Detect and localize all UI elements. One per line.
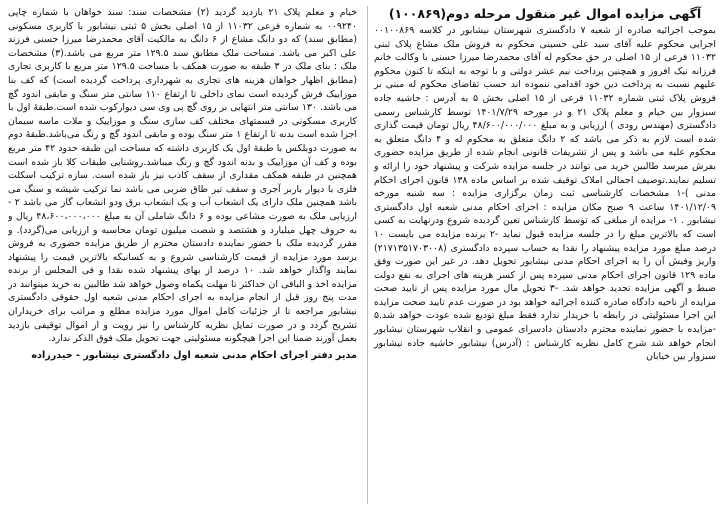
notice-left-column xyxy=(8,6,357,504)
notice-body-part-2: خیام و معلم پلاک ۲۱ بازدید گردید (۲) مشخصات سند: سند خواهان با شماره چاپی ۰۰۹۲۴۰ به شماره فرعی ۱۱۰۳۲ از ۱۵ اصلی بخش ۵ ثبتی نیشابور با کاربری مسکونی (مطابق سند) که دو دانگ مشاع از ۶ دانگ به مالکیت آقای محمدرضا میرزا حسنی فرزند علی اکبر می باشد. مساحت ملک مطابق سند ۱۲۹.۵ متر مربع می باشد.(۳) مشخصات ملک : بنای ملک در ۳ طبقه به صورت همکف با مساحت ۱۲۹.۵ متر مربع با کاربری تجاری (مطابق اظهار خواهان هزینه های تجاری به شهرداری پرداخت گردیده است) که کف بنا موزاییک فرش گردیده است نمای داخلی تا ارتفاع ۱۱۰ سانتی متر سنگ و مابقی اندود گچ می باشد. ۱۳۰ سانتی متر انتهایی بر روی گچ پی وی سی دیوارکوب شده است.طبقهٔ اول با کاربری مسکونی در قسمتهای مختلف کف سازی سنگ و موزاییک و ملات ماسه سیمان اجرا شده است بدنه تا ارتفاع ۱ متر سنگ بوده و مابقی اندود گچ و رنگ می‌باشد.طبقهٔ دوم به صورت دوبلکس با طبقهٔ اول یک کاربری داشته که مساحت این طبقه حدود ۴۲ متر مربع بوده و کف آن موزاییک و بدنه اندود گچ و رنگ میباشد.روشنایی طبقات کلا باز شده است همچنین در طبقه همکف مقداری از سقف کاذب نیز باز شده است. سازه ترکیب اسکلت فلزی با دیوار باربر آجری و سقف تیر طاق ضربی می باشد نما ترکیب شیشه و سنگ می باشد همچنین ملک دارای یک انشعاب آب و یک انشعاب برق ودو انشعاب گاز می باشد ۲ - ارزیابی ملک به صورت مشاعی بوده و ۶ دانگ شاملی آن به مبلغ ۴۸،۶۰۰،۰۰۰،۰۰۰ ریال و به حروف چهل میلیارد و هشتصد و شصت میلیون تومان محاسبه و ارزیابی می(گردد). و مقرر گردیده ملک با حضور نماینده دادستان محترم از طریق مزایده حضوری به فروش برسد مورد مزایده از قیمت کارشناسی شروع و به کسانیکه بالاترین قیمت را پیشنهاد نمایند واگذار خواهد شد. ۱۰ درصد از بهای پیشنهاد شده نقدا و فی المجلس از برنده مزایده اخذ و الباقی ان حداکثر تا مهلت یکماه وصول خواهد شد طالبین به خرید میتوانند در مدت پنج روز قبل از انجام مزایده به اجرای احکام مدنی شعبه اول حقوقی دادگستری نیشابور مراجعه تا از جزئیات کامل اموال مورد مزایده مطلع و مراتب برای خریداران تشریح گردد و در صورت تمایل نظریه کارشناس را نیز رویت و از اموال توقیفی بازدید بعمل آورند ضمنا این اجرا هیچگونه مسئولیتی جهت تحویل ملک فوق الذکر ندارد. xyxy=(8,7,357,345)
notice-right-column xyxy=(367,6,716,504)
notice-title: آگهی مزایده اموال غیر منقول مرحله دوم(۱۰۰۸۶۹) xyxy=(388,6,702,21)
notice-signature: مدیر دفتر اجرای احکام مدنی شعبه اول دادگستری نیشابور - حیدرزاده xyxy=(31,349,357,361)
notice-body-part-1: بموجب اجرائیه صادره از شعبه ۷ دادگستری شهرستان نیشابور در کلاسه ۰۰۱۰۰۸۶۹ اجرایی محکوم علیه آقای سید علی حسینی محکوم به فروش ملک مشاع پلاک ثبتی ۱۱۰۳۲ فرعی از ۱۵ اصلی در حق محکوم له آقای محمدرضا میرزا حسنی با وکالت خانم فرزانه نیک افروز و همچنین پرداخت نیم عشر دولتی و با توجه به اینکه تا کنون محکوم علیهم نسبت به پرداخت دین خود اقدامی ننموده اند حسب تقاضای محکوم له مبنی بر فروش پلاک ثبتی شماره ۱۱۰۳۲ فرعی از ۱۵ اصلی بخش ۵ به آدرس : حاشیه جاده سبزوار بین خیام و معلم پلاک ۲۱ و در مورخه ۱۴۰۱/۷/۲۹ توسط کارشناس رسمی دادگستری (مهندس رودی ) ارزیابی و به مبلغ ۴۸/۶۰۰/۰۰۰/۰۰۰ ریال تومان قیمت گذاری شده است لازم به ذکر می باشد که ۲ دانگ متعلق به محکوم له و ۴ دانگ متعلق به محکوم علیه می باشد و پس از تشریفات قانونی انجام شده از طریق مزایده حضوری بفرش میرسد طالبین خرید می توانند در جلسه مزایده شرکت و پیشنهاد خود را ارائه و تسلیم نمایند.توصیف اجمالی املاک توقیف شده بر اساس ماده ۱۳۸ قانون اجرای احکام مدنی )-۱ مشخصات کارشناسی ثبت زمان برگزاری مزایده : سه شنبه مورخه ۱۴۰۱/۱۲/۰۹ ساعت ۹ صبح مکان مزایده : اجرای احکام مدنی شعبه اول دادگستری نیشابور . ۱- مزایده از مبلغی که توسط کارشناس تعین گردیده شروع ودرنهایت به کسی است که بالاترین مبلغ را در جلسه مزایده قبول نماید -۲ برنده مزایده می بایست ۱۰ درصد مبلغ مورد مزایده پیشنهاد را نقدا به حساب سپرده دادگستری (۲۱۷۱۳۵۱۷۰۳۰۰۸) واریز وفیش آن را به اجرای احکام مدنی نیشابور تحویل دهد. در غیر این صورت وفق ماده ۱۲۹ قانون اجرای احکام مدنی سپرده پس از کسر هزینه های اجرای به نفع دولت ضبط و آگهی مزایده تجدید خواهد شد. -۳ تحویل مال مورد مزایده پس از تایید صحت مزایده از ناحیه دادگاه صادره کننده اجرائیه خواهد بود در صورت عدم تایید صحت مزایده این اجرا مسئولیتی در رابطه با خریدار ندارد فقط مبلغ تودیع شده عودت خواهد شد.۵ -مزایده با حضور نماینده محترم دادستان دادسرای عمومی و انقلاب شهرستان نیشابور انجام خواهد شد شرح کامل نظریه کارشناس : (آدرس) نیشابور حاشیه جاده نیشابور سبزوار بین خیابان xyxy=(374,25,716,363)
